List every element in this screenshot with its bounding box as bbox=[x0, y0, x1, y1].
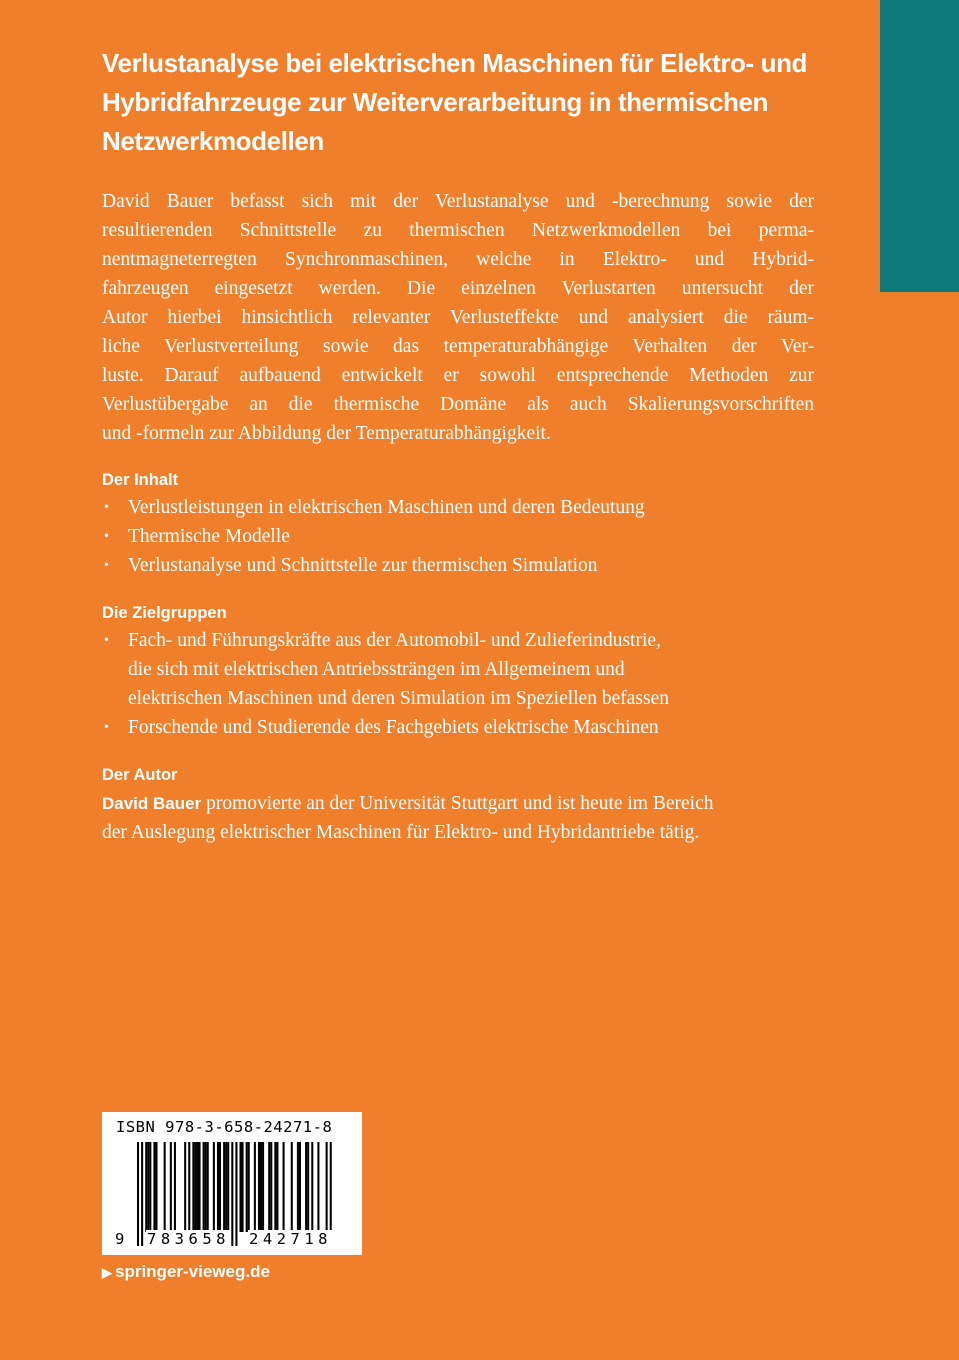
barcode-bar bbox=[260, 1142, 262, 1232]
barcode-bar bbox=[254, 1142, 256, 1232]
barcode-bar bbox=[317, 1142, 319, 1232]
barcode-bar bbox=[274, 1142, 276, 1232]
barcode-bar bbox=[153, 1142, 155, 1232]
list-item: • Thermische Modelle bbox=[102, 522, 822, 551]
barcode-bar bbox=[145, 1142, 147, 1232]
author-heading: Der Autor bbox=[102, 766, 178, 784]
ean-right-digits: 242718 bbox=[249, 1230, 332, 1248]
bullet-icon: • bbox=[104, 720, 109, 735]
title-line: Verlustanalyse bei elektrischen Maschinen für Elektro- und bbox=[102, 48, 808, 78]
bullet-icon: • bbox=[104, 529, 109, 544]
author-bio: David Bauer promovierte an der Universität Stuttgart und ist heute im Bereich der Auslegung elektrischer Maschinen für Elektro- und Hybridantriebe tätig. bbox=[102, 793, 714, 843]
barcode-bar bbox=[213, 1142, 215, 1232]
publisher-link[interactable]: ▶ springer-vieweg.de bbox=[102, 1262, 270, 1281]
description-line: fahrzeugen eingesetzt werden. Die einzelnen Verlustarten untersucht der bbox=[102, 278, 814, 299]
barcode-bar bbox=[207, 1142, 209, 1232]
barcode-bar bbox=[217, 1142, 219, 1232]
ean-left-digits: 783658 bbox=[147, 1230, 230, 1248]
barcode-bar bbox=[174, 1142, 176, 1232]
title-line: Hybridfahrzeuge zur Weiterverarbeitung in thermischen bbox=[102, 87, 769, 117]
description-line: David Bauer befasst sich mit der Verlustanalyse und -berechnung sowie der bbox=[102, 191, 814, 212]
barcode-bar bbox=[276, 1142, 278, 1232]
barcode-bar bbox=[205, 1142, 207, 1232]
accent-bar bbox=[880, 0, 959, 292]
title-line: Netzwerkmodellen bbox=[102, 126, 324, 156]
author-name: David Bauer bbox=[102, 794, 202, 813]
contents-heading: Der Inhalt bbox=[102, 471, 179, 489]
bullet-icon: • bbox=[104, 633, 109, 648]
barcode-bar bbox=[155, 1142, 157, 1232]
barcode-bar bbox=[225, 1142, 227, 1232]
barcode-bar bbox=[199, 1142, 201, 1232]
audience-heading: Die Zielgruppen bbox=[102, 604, 227, 622]
description-line: und -formeln zur Abbildung der Temperaturabhängigkeit. bbox=[102, 423, 551, 444]
barcode-bar bbox=[203, 1142, 205, 1232]
barcode-bar bbox=[147, 1142, 149, 1232]
description-line: resultierenden Schnittstelle zu thermischen Netzwerkmodellen bei perma- bbox=[102, 220, 814, 241]
barcode-bar bbox=[299, 1142, 301, 1232]
barcode-bar bbox=[223, 1142, 225, 1232]
description-line: Autor hierbei hinsichtlich relevanter Verlusteffekte und analysiert die räum- bbox=[102, 307, 814, 328]
barcode-bar bbox=[170, 1142, 172, 1232]
description-line: Verlustübergabe an die thermische Domäne als auch Skalierungsvorschriften bbox=[102, 394, 814, 415]
isbn-barcode bbox=[102, 1112, 362, 1255]
barcode-bar bbox=[192, 1142, 194, 1232]
barcode-bar bbox=[311, 1142, 313, 1232]
barcode-bar bbox=[219, 1142, 221, 1232]
ean-first-digit: 9 bbox=[115, 1230, 125, 1248]
barcode-bar bbox=[184, 1142, 186, 1232]
list-item: • Verlustanalyse und Schnittstelle zur thermischen Simulation bbox=[102, 551, 822, 580]
bullet-icon: • bbox=[104, 558, 109, 573]
barcode-bar bbox=[164, 1142, 166, 1232]
description-line: luste. Darauf aufbauend entwickelt er sowohl entsprechende Methoden zur bbox=[102, 365, 814, 386]
barcode-bar bbox=[196, 1142, 198, 1232]
description bbox=[102, 187, 814, 448]
book-title bbox=[102, 44, 842, 161]
triangle-right-icon: ▶ bbox=[102, 1265, 112, 1280]
description-line: liche Verlustverteilung sowie das temperaturabhängige Verhalten der Ver- bbox=[102, 336, 814, 357]
list-item: • Verlustleistungen in elektrischen Maschinen und deren Bedeutung bbox=[102, 493, 822, 522]
description-line: nentmagneterregten Synchronmaschinen, welche in Elektro- und Hybrid- bbox=[102, 249, 814, 270]
barcode-bar bbox=[291, 1142, 293, 1232]
list-item: • Forschende und Studierende des Fachgebiets elektrische Maschinen bbox=[102, 713, 822, 742]
barcode-bar bbox=[149, 1142, 151, 1232]
barcode-bar bbox=[242, 1142, 244, 1232]
barcode-bar bbox=[248, 1142, 250, 1232]
barcode-bar bbox=[258, 1142, 260, 1232]
barcode-bar bbox=[305, 1142, 307, 1232]
bullet-icon: • bbox=[104, 500, 109, 515]
barcode-bar bbox=[268, 1142, 270, 1232]
barcode-bar bbox=[262, 1142, 264, 1232]
barcode-bar bbox=[240, 1142, 242, 1232]
barcode-bar bbox=[194, 1142, 196, 1232]
barcode-bar bbox=[270, 1142, 272, 1232]
isbn-label: ISBN 978-3-658-24271-8 bbox=[116, 1118, 333, 1136]
barcode-bar bbox=[307, 1142, 309, 1232]
barcode-bar bbox=[188, 1142, 190, 1232]
barcode-bar bbox=[283, 1142, 285, 1232]
barcode-bar bbox=[227, 1142, 229, 1232]
audience-list bbox=[102, 626, 822, 742]
contents-list bbox=[102, 493, 822, 580]
barcode-bar bbox=[297, 1142, 299, 1232]
list-item: • Fach- und Führungskräfte aus der Automobil- und Zulieferindustrie, die sich mit elektrischen Antriebssträngen im Allgemeinem und elektrischen Maschinen und deren Simulation im Speziellen befassen bbox=[102, 626, 822, 713]
ean-digits bbox=[102, 1230, 362, 1252]
barcode-bar bbox=[246, 1142, 248, 1232]
